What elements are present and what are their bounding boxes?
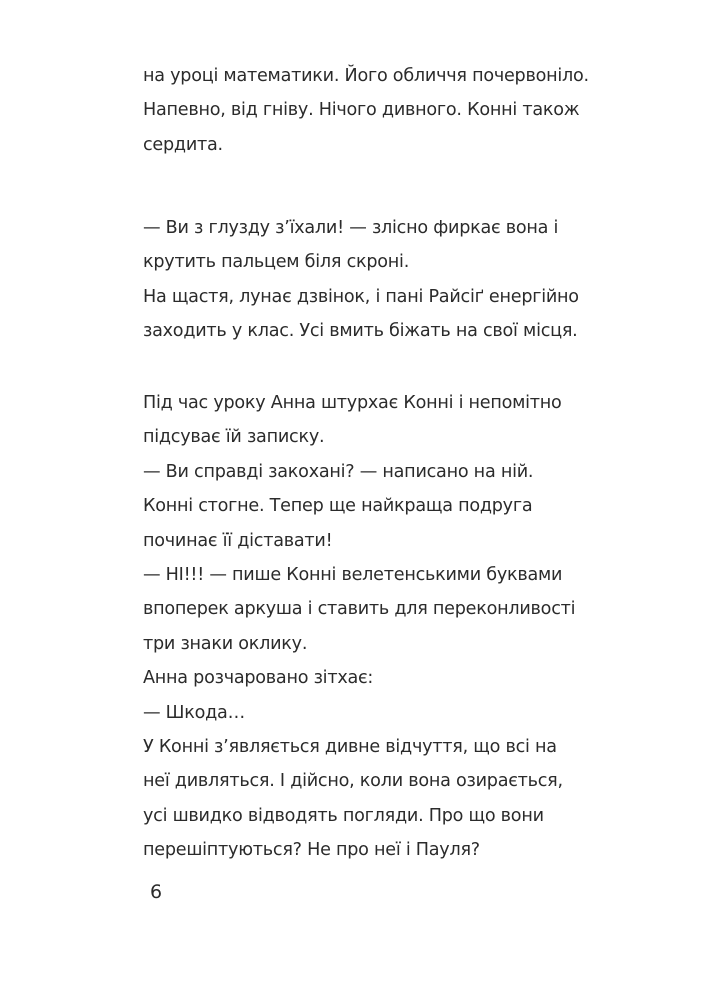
text-line: — Шкода…: [143, 702, 245, 723]
text-line: неї дивляться. І дійсно, коли вона озирається,: [143, 771, 563, 792]
text-line: впоперек аркуша і ставить для переконливості: [143, 599, 576, 620]
text-line: — НІ!!! — пише Конні велетенськими буквами: [143, 564, 563, 585]
text-line: У Конні з’являється дивне відчуття, що всі на: [143, 736, 557, 757]
text-line: три знаки оклику.: [143, 633, 308, 654]
paragraph-2: [143, 211, 603, 349]
paragraph-1: [143, 59, 603, 162]
page-number: 6: [150, 881, 163, 903]
text-line: — Ви з глузду з’їхали! — злісно фиркає вона і: [143, 218, 559, 238]
text-line: починає її діставати!: [143, 530, 333, 551]
text-line: Анна розчаровано зітхає:: [143, 668, 374, 689]
text-line: Під час уроку Анна штурхає Конні і непомітно: [143, 393, 562, 413]
text-line: Напевно, від гніву. Нічого дивного. Конні також: [143, 100, 580, 121]
text-line: Конні стогне. Тепер ще найкраща подруга: [143, 496, 533, 517]
paragraph-3: [143, 386, 603, 867]
text-line: перешіптуються? Не про неї і Пауля?: [143, 840, 480, 861]
text-line: крутить пальцем біля скроні.: [143, 252, 410, 273]
text-line: на уроці математики. Його обличчя почервоніло.: [143, 66, 589, 86]
text-line: підсуває їй записку.: [143, 427, 325, 448]
text-line: сердита.: [143, 134, 223, 155]
text-line: На щастя, лунає дзвінок, і пані Райсіґ енергійно: [143, 286, 579, 307]
text-line: усі швидко відводять погляди. Про що вони: [143, 805, 544, 826]
text-line: заходить у клас. Усі вмить біжать на свої місця.: [143, 321, 578, 342]
text-line: — Ви справді закохані? — написано на ній.: [143, 461, 534, 482]
